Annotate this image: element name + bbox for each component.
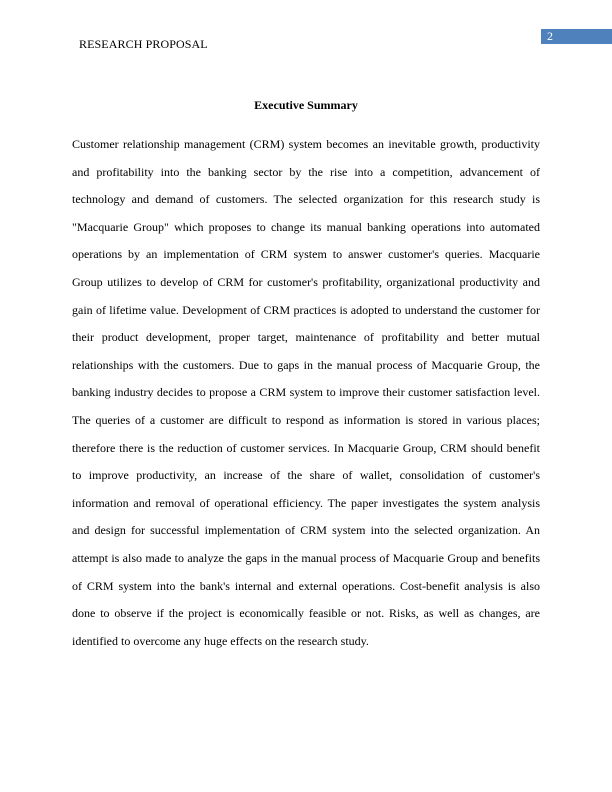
section-title: Executive Summary [254, 98, 358, 112]
page-number-badge [541, 29, 612, 44]
page-number: 2 [547, 29, 553, 43]
body-paragraph: Customer relationship management (CRM) system becomes an inevitable growth, productivity and profitability into the banking sector by the rise into a competition, advancement of technology and demand of customers. The selected organization for this research study is "Macquarie Group" which proposes to change its manual banking operations into automated operations by an implementation of CRM system to answer customer's queries. Macquarie Group utilizes to develop of CRM for customer's profitability, organizational productivity and gain of lifetime value. Development of CRM practices is adopted to understand the customer for their product development, proper target, maintenance of profitability and better mutual relationships with the customers. Due to gaps in the manual process of Macquarie Group, the banking industry decides to propose a CRM system to improve their customer satisfaction level. The queries of a customer are difficult to respond as information is stored in various places; therefore there is the reduction of customer services. In Macquarie Group, CRM should benefit to improve productivity, an increase of the share of wallet, consolidation of customer's information and removal of operational efficiency. The paper investigates the system analysis and design for successful implementation of CRM system into the selected organization. An attempt is also made to analyze the gaps in the manual process of Macquarie Group and benefits of CRM system into the bank's internal and external operations. Cost-benefit analysis is also done to observe if the project is economically feasible or not. Risks, as well as changes, are identified to overcome any huge effects on the research study. [72, 137, 540, 648]
running-head: RESEARCH PROPOSAL [79, 37, 208, 51]
